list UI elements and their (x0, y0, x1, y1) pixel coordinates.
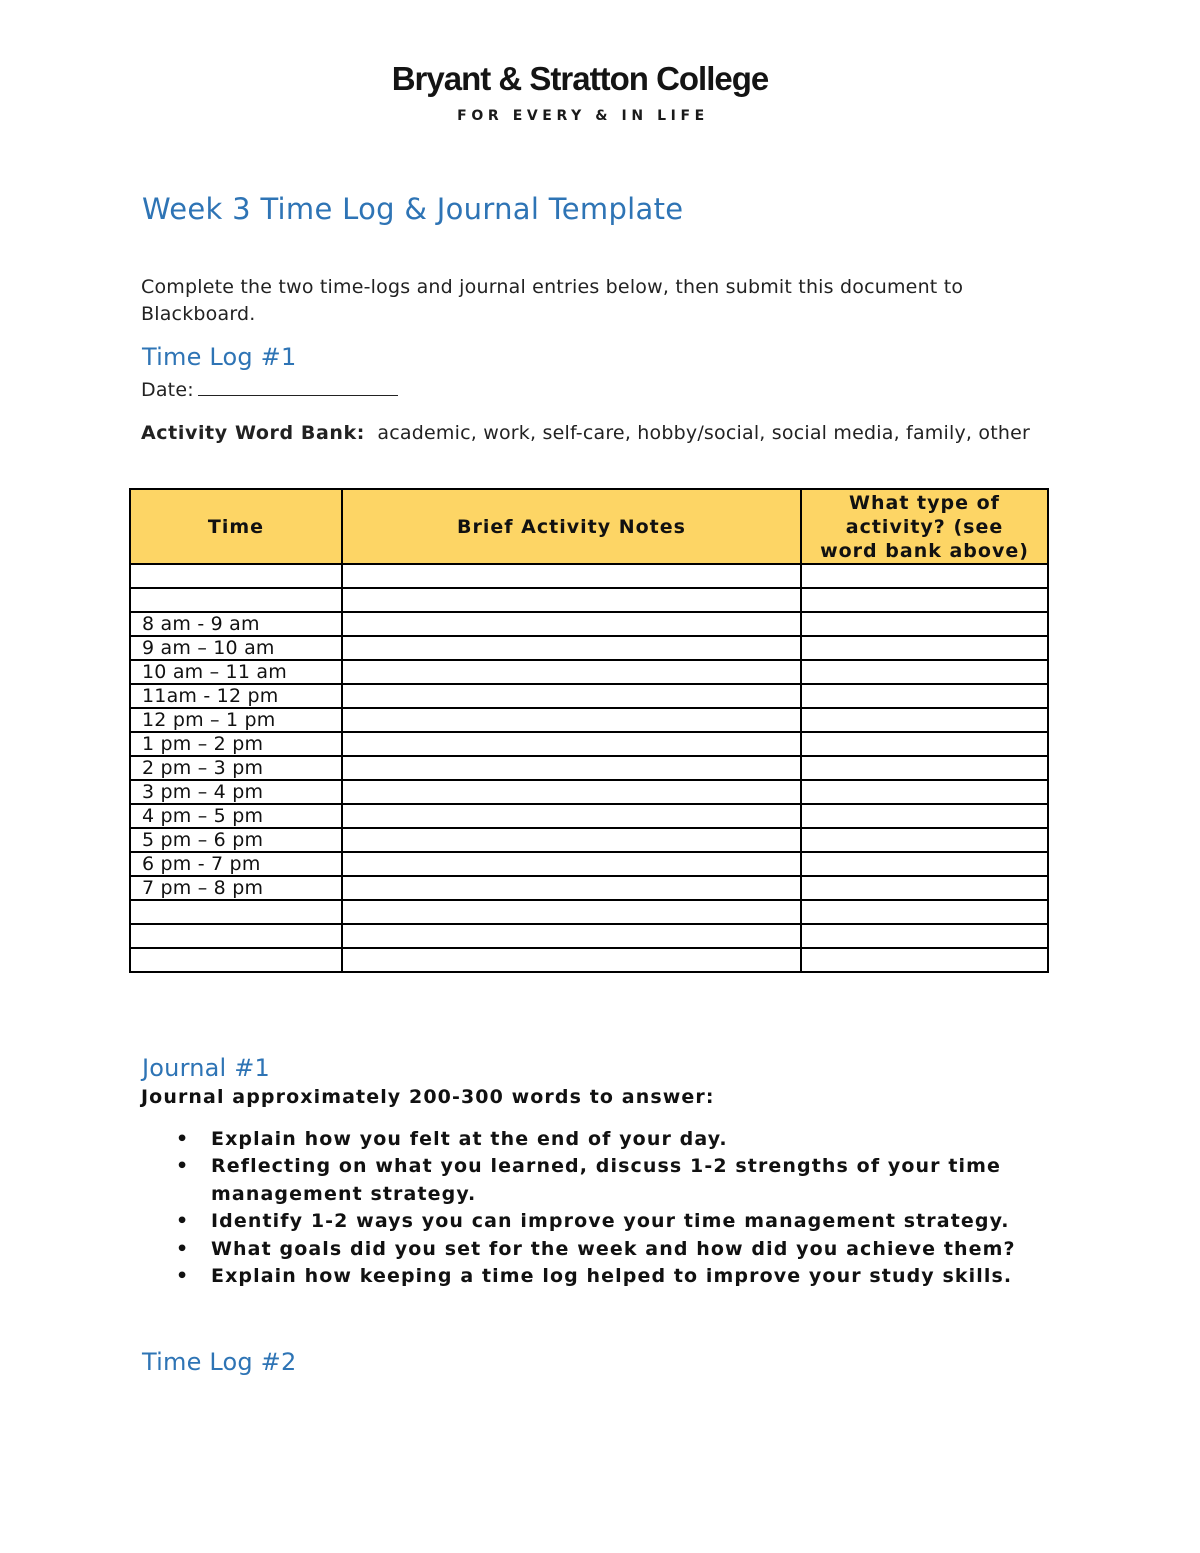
table-row (130, 804, 1048, 828)
time-cell[interactable]: 5 pm – 6 pm (130, 828, 342, 852)
list-item (141, 1126, 1071, 1153)
journal-1-subheading: Journal approximately 200-300 words to answer: (141, 1086, 715, 1108)
table-row (130, 708, 1048, 732)
activity-word-bank (141, 420, 1081, 447)
word-bank-items: academic, work, self-care, hobby/social, social media, family, other (377, 422, 1030, 444)
bullet-icon: • (176, 1237, 190, 1260)
activity-notes-cell[interactable] (342, 588, 801, 612)
table-row (130, 732, 1048, 756)
activity-type-cell[interactable] (801, 876, 1048, 900)
header-activity-type (801, 489, 1048, 564)
activity-type-cell[interactable] (801, 900, 1048, 924)
time-cell[interactable]: 3 pm – 4 pm (130, 780, 342, 804)
document-title: Week 3 Time Log & Journal Template (142, 192, 684, 226)
table-row (130, 660, 1048, 684)
time-log-1-heading: Time Log #1 (142, 343, 297, 371)
intro-paragraph: Complete the two time-logs and journal entries below, then submit this document to Blackboard. (141, 276, 964, 325)
header-activity-notes: Brief Activity Notes (342, 489, 801, 564)
time-cell[interactable]: 4 pm – 5 pm (130, 804, 342, 828)
header-activity-type-text: What type of activity? (see word bank above) (820, 491, 1029, 562)
activity-notes-cell[interactable] (342, 948, 801, 972)
activity-type-cell[interactable] (801, 828, 1048, 852)
prompt-text: What goals did you set for the week and how did you achieve them? (211, 1237, 1016, 1260)
journal-1-heading: Journal #1 (142, 1054, 271, 1082)
table-row (130, 828, 1048, 852)
table-row (130, 636, 1048, 660)
activity-type-cell[interactable] (801, 924, 1048, 948)
activity-type-cell[interactable] (801, 804, 1048, 828)
time-log-1-body (130, 564, 1048, 972)
activity-notes-cell[interactable] (342, 828, 801, 852)
activity-notes-cell[interactable] (342, 708, 801, 732)
activity-notes-cell[interactable] (342, 804, 801, 828)
date-label: Date: (141, 379, 194, 401)
header-time: Time (130, 489, 342, 564)
activity-notes-cell[interactable] (342, 684, 801, 708)
activity-notes-cell[interactable] (342, 756, 801, 780)
activity-type-cell[interactable] (801, 636, 1048, 660)
time-cell[interactable]: 12 pm – 1 pm (130, 708, 342, 732)
time-cell[interactable] (130, 564, 342, 588)
table-header-row (130, 489, 1048, 564)
time-log-1-table (129, 488, 1049, 973)
college-logo (372, 60, 788, 124)
word-bank-label: Activity Word Bank: (141, 422, 365, 444)
activity-type-cell[interactable] (801, 684, 1048, 708)
activity-notes-cell[interactable] (342, 660, 801, 684)
activity-type-cell[interactable] (801, 732, 1048, 756)
time-cell[interactable] (130, 924, 342, 948)
activity-notes-cell[interactable] (342, 732, 801, 756)
activity-notes-cell[interactable] (342, 924, 801, 948)
activity-type-cell[interactable] (801, 588, 1048, 612)
logo-name: Bryant & Stratton College (391, 60, 769, 97)
time-cell[interactable]: 1 pm – 2 pm (130, 732, 342, 756)
activity-notes-cell[interactable] (342, 636, 801, 660)
activity-notes-cell[interactable] (342, 564, 801, 588)
time-cell[interactable] (130, 900, 342, 924)
bullet-icon: • (176, 1210, 190, 1233)
journal-1-prompts (141, 1126, 1071, 1290)
table-row (130, 612, 1048, 636)
list-item (141, 1263, 1071, 1290)
bullet-icon: • (176, 1155, 190, 1178)
table-row (130, 588, 1048, 612)
list-item (141, 1236, 1071, 1263)
time-cell[interactable] (130, 588, 342, 612)
bullet-icon: • (176, 1128, 190, 1150)
table-row (130, 948, 1048, 972)
date-line (141, 375, 398, 401)
table-row (130, 780, 1048, 804)
time-cell[interactable]: 8 am - 9 am (130, 612, 342, 636)
activity-type-cell[interactable] (801, 612, 1048, 636)
bullet-icon: • (176, 1265, 190, 1288)
time-log-2-heading: Time Log #2 (142, 1348, 297, 1376)
activity-type-cell[interactable] (801, 756, 1048, 780)
time-cell[interactable]: 7 pm – 8 pm (130, 876, 342, 900)
activity-notes-cell[interactable] (342, 852, 801, 876)
activity-type-cell[interactable] (801, 564, 1048, 588)
activity-type-cell[interactable] (801, 780, 1048, 804)
activity-type-cell[interactable] (801, 948, 1048, 972)
table-row (130, 876, 1048, 900)
activity-notes-cell[interactable] (342, 900, 801, 924)
time-cell[interactable]: 11am - 12 pm (130, 684, 342, 708)
prompt-text: Reflecting on what you learned, discuss 1-2 strengths of your time management strategy. (211, 1155, 1002, 1205)
time-cell[interactable]: 10 am – 11 am (130, 660, 342, 684)
table-row (130, 852, 1048, 876)
activity-notes-cell[interactable] (342, 780, 801, 804)
table-row (130, 924, 1048, 948)
date-blank (198, 375, 398, 396)
table-row (130, 564, 1048, 588)
activity-type-cell[interactable] (801, 660, 1048, 684)
list-item (141, 1208, 1071, 1235)
list-item (141, 1153, 1071, 1208)
time-cell[interactable]: 2 pm – 3 pm (130, 756, 342, 780)
table-row (130, 900, 1048, 924)
activity-notes-cell[interactable] (342, 876, 801, 900)
activity-notes-cell[interactable] (342, 612, 801, 636)
time-cell[interactable] (130, 948, 342, 972)
table-row (130, 684, 1048, 708)
time-cell[interactable]: 6 pm - 7 pm (130, 852, 342, 876)
prompt-text: Explain how you felt at the end of your day. (211, 1128, 728, 1150)
table-row (130, 756, 1048, 780)
prompt-text: Explain how keeping a time log helped to improve your study skills. (211, 1265, 1013, 1288)
activity-type-cell[interactable] (801, 852, 1048, 876)
time-cell[interactable]: 9 am – 10 am (130, 636, 342, 660)
activity-type-cell[interactable] (801, 708, 1048, 732)
prompt-text: Identify 1-2 ways you can improve your time management strategy. (211, 1210, 1010, 1233)
logo-tagline: FOR EVERY & IN LIFE (457, 108, 709, 124)
